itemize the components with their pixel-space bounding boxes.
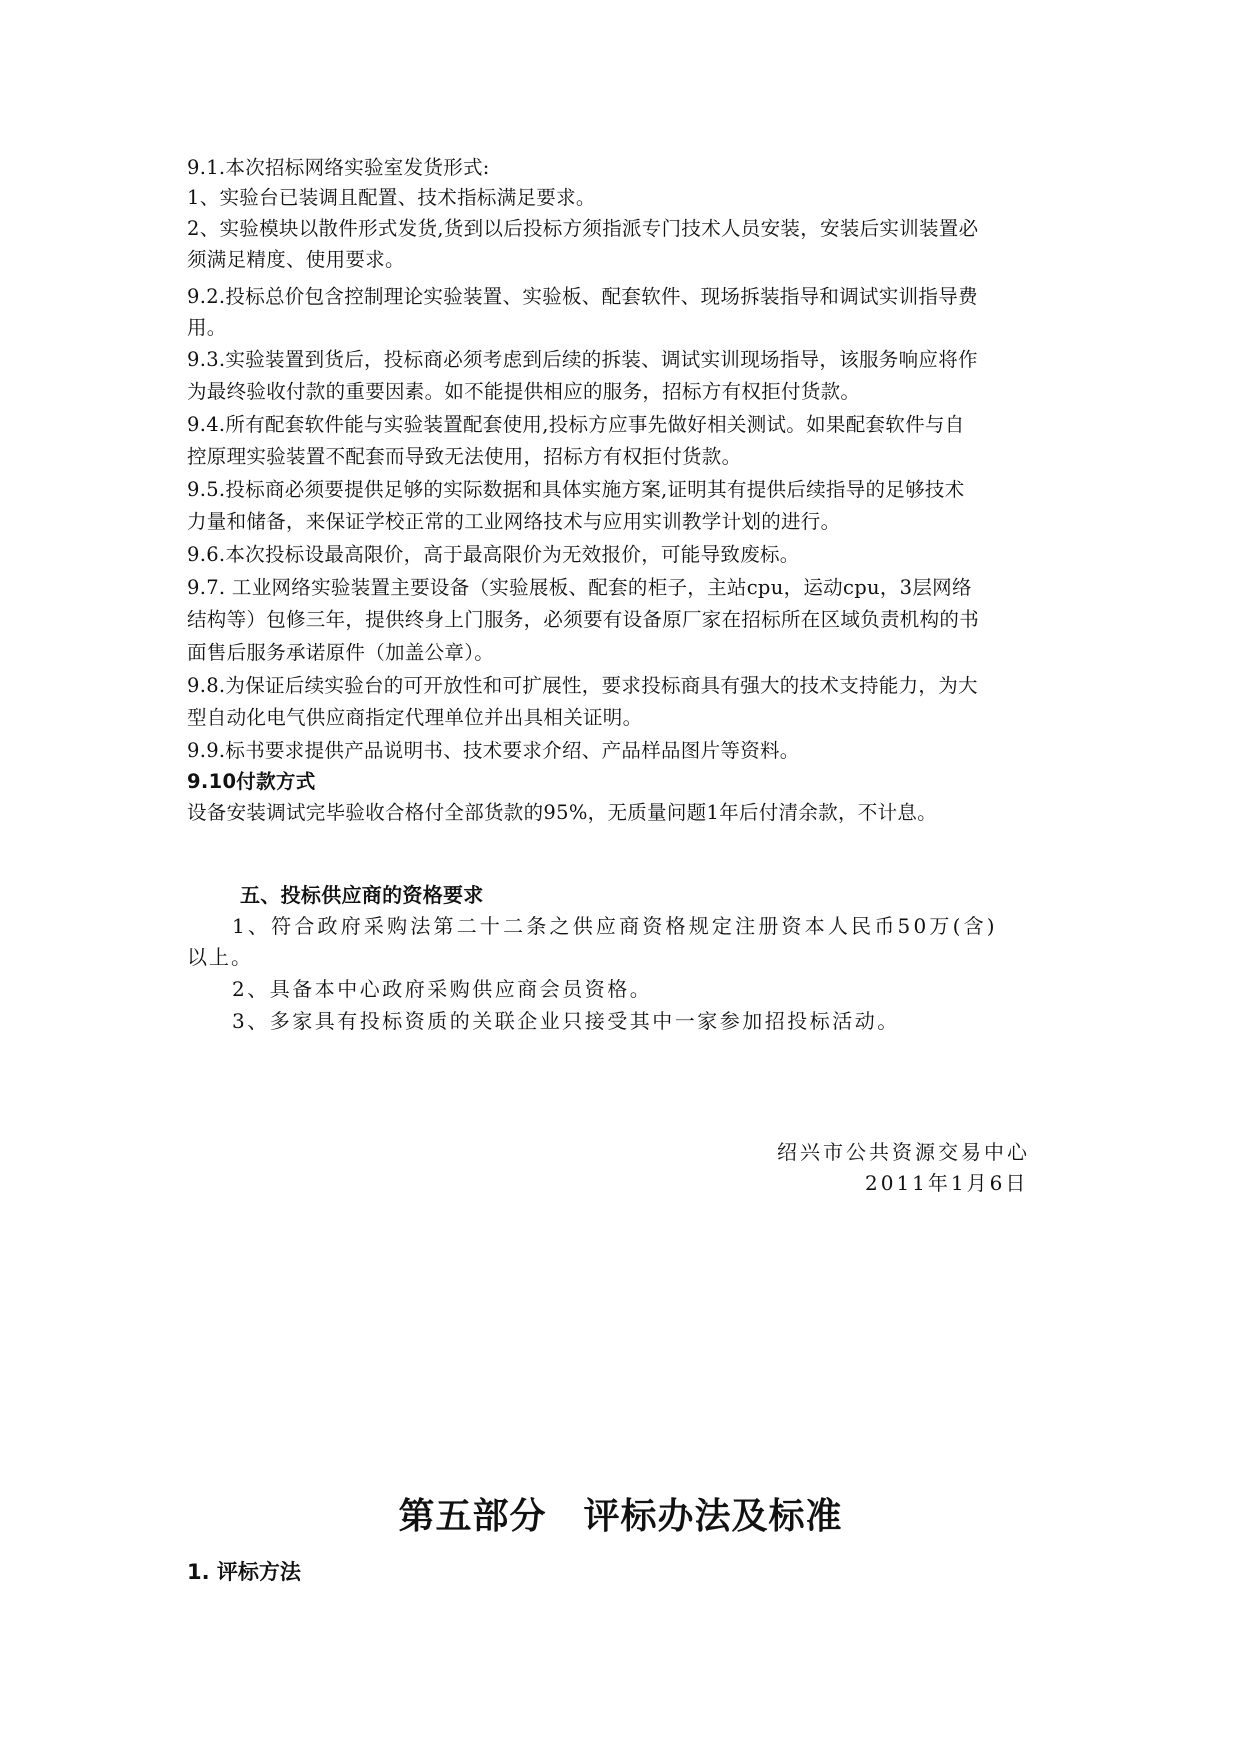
clause-line: 9.1.本次招标网络实验室发货形式: [187,156,490,179]
clause-line: 结构等）包修三年，提供终身上门服务，必须要有设备原厂家在招标所在区域负责机构的书 [187,608,980,631]
clause-line: 用。 [187,316,227,339]
signature-org: 绍兴市公共资源交易中心 [777,1140,1030,1164]
clause-line: 9.2.投标总价包含控制理论实验装置、实验板、配套软件、现场拆装指导和调试实训指导费 [187,285,978,308]
clause-line: 9.4.所有配套软件能与实验装置配套使用,投标方应事先做好相关测试。如果配套软件与自 [187,413,965,436]
payment-text: 设备安装调试完毕验收合格付全部货款的95%，无质量问题1年后付清余款，不计息。 [187,801,937,824]
qualification-line: 2、具备本中心政府采购供应商会员资格。 [232,977,653,1001]
clause-line: 9.8.为保证后续实验台的可开放性和可扩展性，要求投标商具有强大的技术支持能力，为大 [187,674,978,697]
clause-line: 型自动化电气供应商指定代理单位并出具相关证明。 [187,706,643,729]
clause-line: 为最终验收付款的重要因素。如不能提供相应的服务，招标方有权拒付货款。 [187,380,861,403]
qualification-line: 1、符合政府采购法第二十二条之供应商资格规定注册资本人民币50万(含) [232,914,998,938]
clause-line: 控原理实验装置不配套而导致无法使用，招标方有权拒付货款。 [187,445,742,468]
clause-line: 9.5.投标商必须要提供足够的实际数据和具体实施方案,证明其有提供后续指导的足够技术 [187,478,965,501]
clause-line: 须满足精度、使用要求。 [187,248,405,271]
clause-line: 1、实验台已装调且配置、技术指标满足要求。 [187,186,596,209]
clause-line: 9.9.标书要求提供产品说明书、技术要求介绍、产品样品图片等资料。 [187,739,800,762]
clause-line: 9.7. 工业网络实验装置主要设备（实验展板、配套的柜子，主站cpu，运动cpu，3层网络 [187,576,972,599]
part-title: 第五部分 评标办法及标准 [398,1496,843,1537]
section-heading: 五、投标供应商的资格要求 [240,883,484,907]
clause-line: 9.3.实验装置到货后，投标商必须考虑到后续的拆装、调试实训现场指导，该服务响应将作 [187,348,978,371]
qualification-line: 3、多家具有投标资质的关联企业只接受其中一家参加招投标活动。 [232,1009,900,1033]
qualification-line: 以上。 [187,945,253,969]
clause-line: 2、实验模块以散件形式发货,货到以后投标方须指派专门技术人员安装，安装后实训装置必 [187,217,979,240]
clause-line: 9.6.本次投标设最高限价，高于最高限价为无效报价，可能导致废标。 [187,543,800,566]
clause-line: 力量和储备，来保证学校正常的工业网络技术与应用实训教学计划的进行。 [187,510,841,533]
signature-date: 2011年1月6日 [865,1171,1029,1195]
payment-heading: 9.10付款方式 [187,770,316,793]
section-subtitle: 1. 评标方法 [187,1560,301,1584]
clause-line: 面售后服务承诺原件（加盖公章）。 [187,641,495,664]
